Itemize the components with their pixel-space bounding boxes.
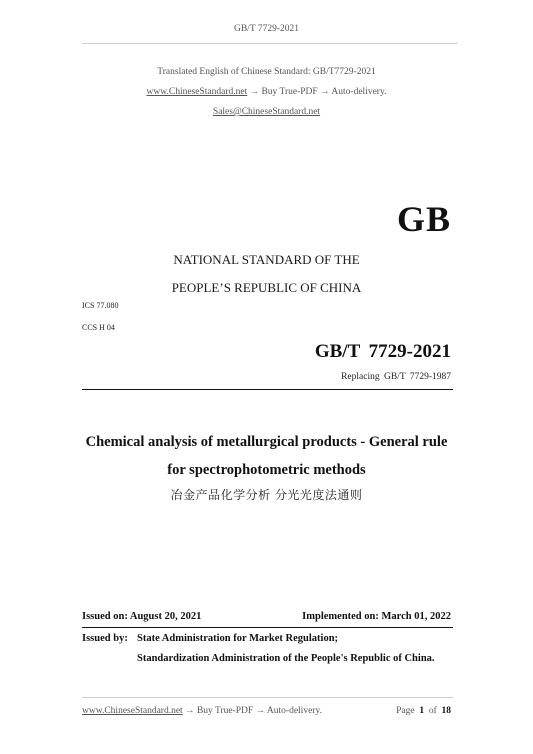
page-of-label: of [428,706,437,716]
page-current: 1 [419,706,425,716]
issued-on-date: Issued on: August 20, 2021 [82,611,202,622]
national-line-1: NATIONAL STANDARD OF THE [173,252,360,267]
title-line-2: for spectrophotometric methods [167,462,366,478]
implemented-on-date: Implemented on: March 01, 2022 [302,611,451,622]
national-standard-title [0,246,533,302]
page-indicator [396,706,451,716]
document-title [0,428,533,484]
purchase-line [0,82,533,102]
translation-line: Translated English of Chinese Standard: GB/T7729-2021 [157,67,376,77]
footer-purchase-text: → Buy True-PDF → Auto-delivery. [185,706,322,716]
ics-code: ICS 77.080 [82,301,119,310]
running-header: GB/T 7729-2021 [233,24,299,34]
ccs-code: CCS H 04 [82,323,115,332]
page-total: 18 [441,706,451,716]
footer-site-link[interactable]: www.ChineseStandard.net [82,706,183,716]
issued-by-label: Issued by: [82,633,128,644]
page-label: Page [396,706,415,716]
issuer-org-1: State Administration for Market Regulation; [137,633,339,644]
chinese-title: 冶金产品化学分析 分光光度法通则 [170,488,363,502]
purchase-text: → Buy True-PDF → Auto-delivery. [249,87,387,97]
title-line-1: Chemical analysis of metallurgical products - General rule [85,434,448,450]
translation-notice [0,62,533,122]
gb-logo: GB [396,199,451,239]
email-link[interactable]: Sales@ChineseStandard.net [212,107,321,117]
replacing-note: Replacing GB/T 7729-1987 [341,372,451,382]
header-divider [82,43,458,44]
site-link[interactable]: www.ChineseStandard.net [146,87,248,97]
issuer-org-2: Standardization Administration of the People's Republic of China. [137,653,435,664]
footer-divider [82,697,453,698]
title-divider [82,389,453,390]
dates-divider [82,627,453,628]
standard-number: GB/T 7729-2021 [314,341,451,362]
national-line-2: PEOPLE’S REPUBLIC OF CHINA [171,280,362,295]
footer-purchase [82,706,322,716]
email-line [0,102,533,122]
